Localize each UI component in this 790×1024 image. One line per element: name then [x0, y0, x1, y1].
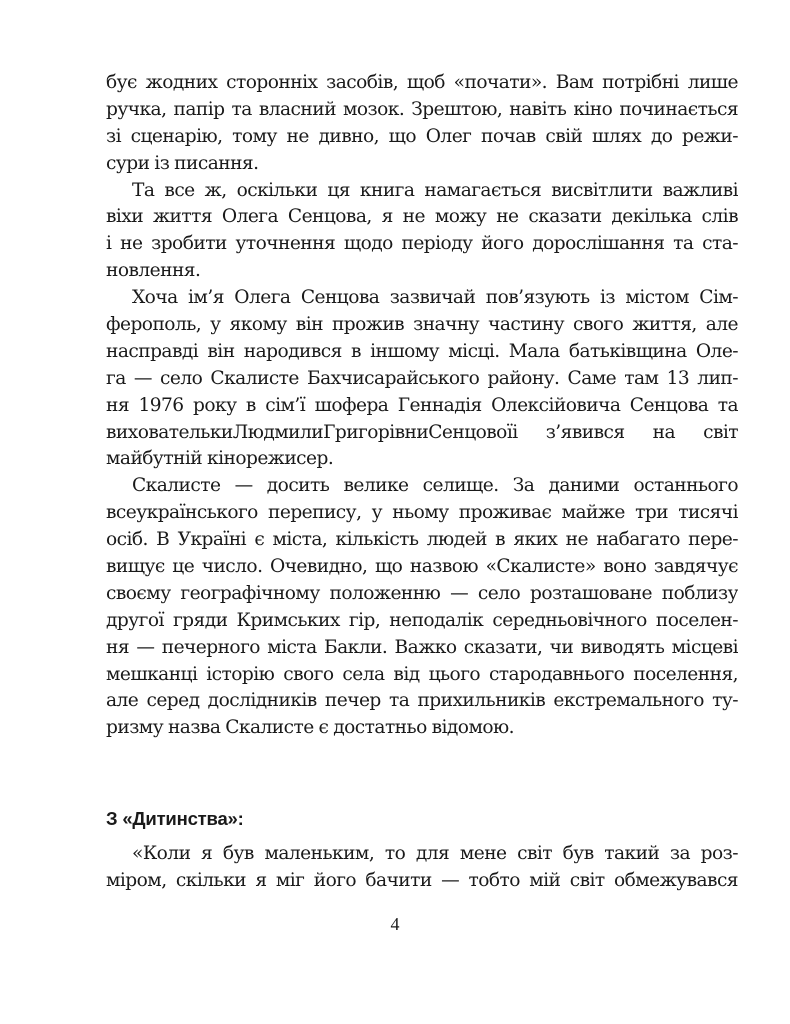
text-line: ризму назва Скалисте є достатньо відомою. — [106, 717, 515, 739]
text-line: ферополь, у якому він прожив значну частину свого життя, але — [106, 314, 738, 336]
text-line: ня 1976 року в сім’ї шофера Геннадія Олексійовича Сенцова та — [106, 394, 738, 416]
text-line: ручка, папір та власний мозок. Зрештою, навіть кіно починається — [106, 98, 738, 120]
text-line: Хоча ім’я Олега Сенцова зазвичай пов’язують із містом Сім- — [132, 287, 738, 309]
text-line: своєму географічному положенню — село розташоване поблизу — [106, 582, 738, 604]
text-line: всеукраїнського перепису, у ньому проживає майже три тисячі — [106, 502, 738, 524]
text-line: насправді він народився в іншому місці. Мала батьківщина Оле- — [106, 340, 738, 362]
text-line: вихователькиЛюдмилиГригорівниСенцовоїі з’явився на світ — [106, 421, 738, 443]
text-line: бує жодних сторонніх засобів, щоб «почати». Вам потрібні лише — [106, 72, 738, 93]
text-line: га — село Скалисте Бахчисарайського району. Саме там 13 лип- — [106, 367, 738, 389]
text-line: осіб. В Україні є міста, кількість людей в яких не набагато пере- — [106, 529, 738, 551]
quote-text — [106, 841, 738, 895]
text-line: вищує це число. Очевидно, що назвою «Скалисте» воно завдячує — [106, 556, 738, 578]
text-line: новлення. — [106, 260, 201, 282]
text-line: ня — печерного міста Бакли. Важко сказати, чи виводять місцеві — [106, 636, 738, 658]
text-line: зі сценарію, тому не дивно, що Олег почав свій шлях до режи- — [106, 125, 738, 147]
page-number: 4 — [390, 914, 400, 934]
text-line: мешканці історію свого села від цього стародавнього поселення, — [106, 663, 738, 685]
text-line: Скалисте — досить велике селище. За даними останнього — [132, 475, 738, 497]
section-heading: З «Дитинства»: — [106, 808, 244, 829]
text-line: «Коли я був маленьким, то для мене світ був такий за роз- — [132, 843, 738, 864]
text-line: міром, скільки я міг його бачити — тобто мій світ обмежувався — [106, 869, 738, 891]
text-line: сури із писання. — [106, 152, 259, 174]
text-line: віхи життя Олега Сенцова, я не можу не сказати декілька слів — [106, 206, 738, 228]
text-line: і не зробити уточнення щодо періоду його дорослішання та ста- — [106, 233, 738, 255]
body-text — [106, 70, 738, 742]
text-line: але серед дослідників печер та прихильників екстремального ту- — [106, 690, 738, 712]
text-line: майбутній кінорежисер. — [106, 448, 334, 470]
text-line: другої гряди Кримських гір, неподалік середньовічного поселен- — [106, 609, 738, 631]
text-line: Та все ж, оскільки ця книга намагається висвітлити важливі — [132, 179, 738, 201]
